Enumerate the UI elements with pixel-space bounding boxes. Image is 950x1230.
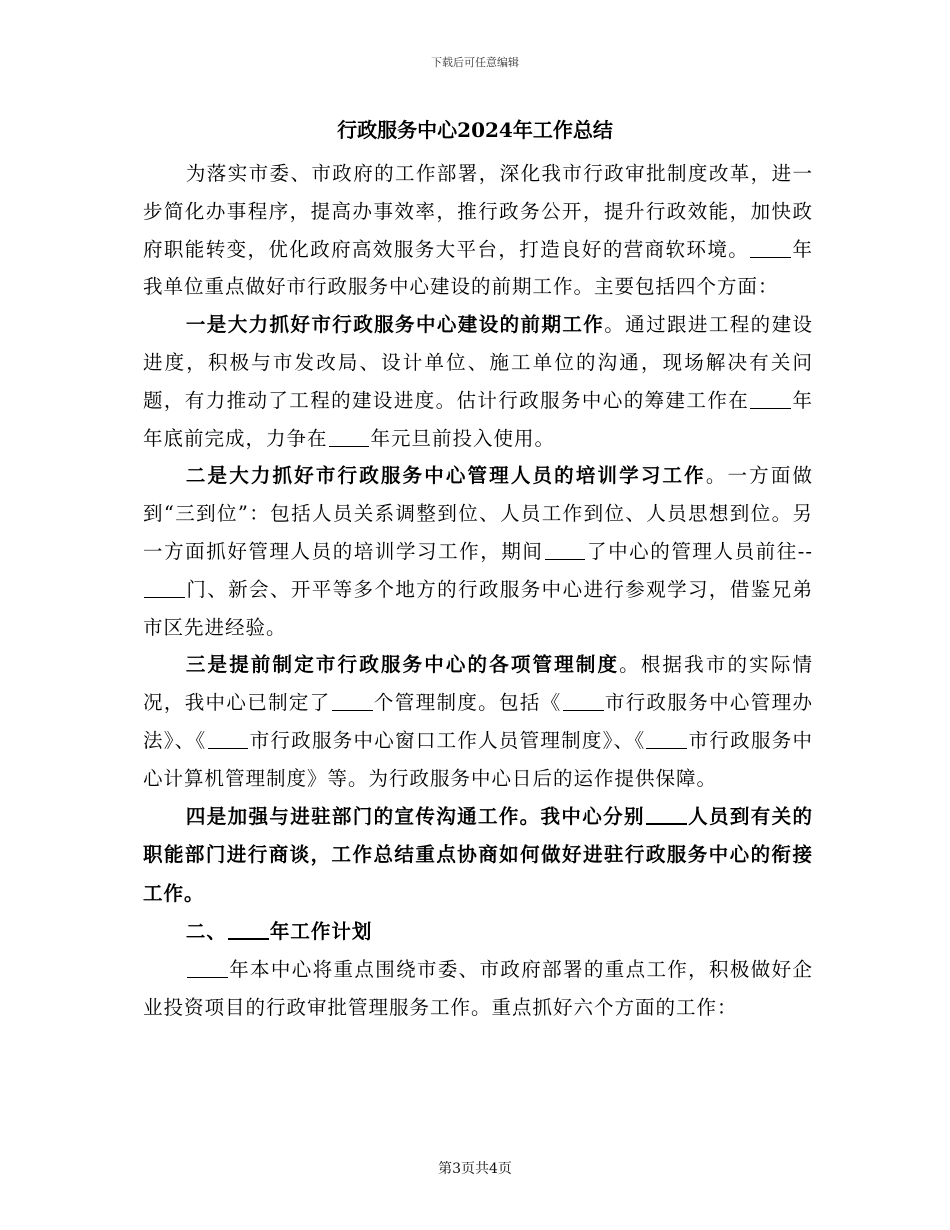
text-run: 。根据我市的实际情况，我中心已制定了 bbox=[143, 653, 813, 715]
fill-blank bbox=[750, 389, 791, 410]
item-lead: 三是提前制定市行政服务中心的各项管理制度 bbox=[185, 653, 620, 677]
paragraph-plan bbox=[143, 951, 813, 1027]
text-run: 年工作计划 bbox=[269, 920, 373, 944]
section-heading bbox=[143, 913, 813, 951]
text-run: 了中心的管理人员前往-- bbox=[586, 539, 813, 563]
document-title: 行政服务中心2024年工作总结 bbox=[337, 118, 613, 142]
fill-blank bbox=[750, 237, 791, 258]
fill-blank bbox=[646, 729, 687, 750]
text-run: 。通过跟进工程的建设进度，积极与市发改局、设计单位、施工单位的沟通，现场解决有关问题，有力推动了工程的建设进度。估计行政服务中心的筹建工作在 bbox=[143, 313, 813, 412]
paragraph-item-2 bbox=[143, 457, 813, 646]
fill-blank bbox=[545, 540, 586, 561]
fill-blank bbox=[208, 729, 249, 750]
fill-blank bbox=[329, 426, 370, 447]
fill-blank bbox=[228, 919, 269, 941]
text-run: 四是加强与进驻部门的宣传沟通工作。我中心分别 bbox=[185, 804, 645, 828]
fill-blank bbox=[144, 578, 185, 599]
text-run: 市行政服务中心管理办法》、《 bbox=[143, 691, 813, 752]
text-run: 二、 bbox=[185, 920, 227, 944]
text-run: 市行政服务中心窗口工作人员管理制度》、《 bbox=[249, 728, 646, 752]
fill-blank bbox=[563, 691, 604, 712]
text-run: 个管理制度。包括《 bbox=[373, 691, 562, 715]
text-run: 。一方面做到“三到位”：包括人员关系调整到位、人员工作到位、人员思想到位。另一方面抓好管理人员的培训学习工作，期间 bbox=[143, 464, 813, 563]
header-note: 下载后可任意编辑 bbox=[431, 56, 519, 69]
fill-blank bbox=[187, 958, 228, 979]
page-footer: 第3页共4页 bbox=[438, 1161, 512, 1177]
text-run: 年本中心将重点围绕市委、市政府部署的重点工作，积极做好企业投资项目的行政审批管理服务工作。重点抓好六个方面的工作： bbox=[143, 957, 813, 1019]
item-lead: 二是大力抓好市行政服务中心管理人员的培训学习工作 bbox=[185, 464, 706, 488]
text-run: 市行政服务中心计算机管理制度》等。为行政服务中心日后的运作提供保障。 bbox=[143, 728, 813, 790]
fill-blank bbox=[332, 691, 373, 712]
text-run: 人员到有关的职能部门进行商谈，工作总结重点协商如何做好进驻行政服务中心的衔接工作。 bbox=[143, 804, 813, 905]
paragraph-intro bbox=[143, 155, 813, 306]
text-run: 年我单位重点做好市行政服务中心建设的前期工作。主要包括四个方面： bbox=[143, 237, 813, 299]
paragraph-item-1 bbox=[143, 306, 813, 457]
fill-blank bbox=[646, 803, 687, 825]
paragraph-item-3 bbox=[143, 646, 813, 797]
text-run: 为落实市委、市政府的工作部署，深化我市行政审批制度改革，进一步简化办事程序，提高办事效率，推行政务公开，提升行政效能，加快政府职能转变，优化政府高效服务大平台，打造良好的营商软环境。 bbox=[143, 162, 813, 261]
document-body bbox=[143, 155, 813, 1026]
paragraph-item-4 bbox=[143, 798, 813, 914]
text-run: 年年底前完成，力争在 bbox=[143, 388, 813, 450]
text-run: 门、新会、开平等多个地方的行政服务中心进行参观学习，借鉴兄弟市区先进经验。 bbox=[143, 577, 813, 639]
text-run: 年元旦前投入使用。 bbox=[370, 426, 555, 450]
item-lead: 一是大力抓好市行政服务中心建设的前期工作 bbox=[185, 313, 605, 337]
